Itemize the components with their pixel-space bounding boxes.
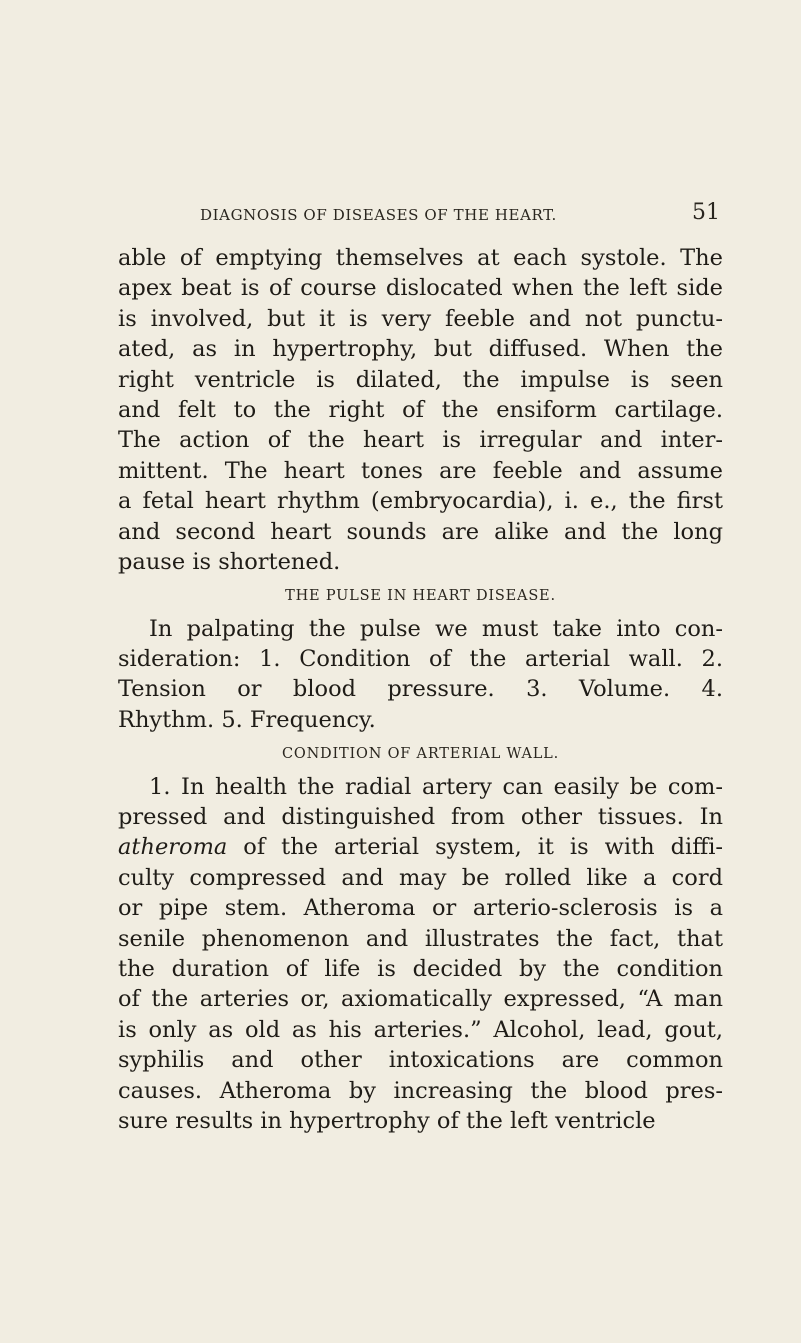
paragraph [118,614,723,736]
paragraph [118,772,723,1137]
text-line: and felt to the right of the ensiform cartilage. [118,396,723,423]
text-line: or pipe stem. Atheroma or arterio-sclerosis is a [118,895,723,922]
text-line: is only as old as his arteries.” Alcohol, lead, gout, [118,1016,723,1043]
text-line: able of emptying themselves at each systole. The [118,245,723,271]
text-line: and second heart sounds are alike and the long [118,518,723,545]
section-heading: CONDITION OF ARTERIAL WALL. [281,746,560,763]
text-line: mittent. The heart tones are feeble and assume [118,457,723,484]
italic-term: atheroma [118,834,228,861]
text-line: senile phenomenon and illustrates the fact, that [118,925,723,952]
text-line [118,832,723,862]
text-line: of the arteries or, axiomatically expressed, “A man [118,986,723,1013]
text-line: apex beat is of course dislocated when the left side [118,275,723,302]
page-number: 51 [692,200,720,225]
text-line: sideration: 1. Condition of the arterial wall. 2. [118,646,723,673]
running-title: DIAGNOSIS OF DISEASES OF THE HEART. [200,206,557,224]
text-line: the duration of life is decided by the condition [118,955,723,982]
text-line: pause is shortened. [118,548,341,575]
text-line: is involved, but it is very feeble and not punctu- [118,305,723,332]
text-line: right ventricle is dilated, the impulse is seen [118,366,723,393]
text-line: pressed and distinguished from other tissues. In [118,804,723,831]
text-line: ated, as in hypertrophy, but diffused. When the [118,336,723,363]
text-line: 1. In health the radial artery can easily be com- [149,773,723,800]
text-line: sure results in hypertrophy of the left ventricle [118,1107,656,1134]
text-line: a fetal heart rhythm (embryocardia), i. e., the first [118,488,723,515]
text-run: of the arterial system, it is with diffi- [227,834,723,861]
running-head [200,200,720,230]
paragraph [118,243,723,577]
text-line: The action of the heart is irregular and inter- [118,427,723,454]
text-line: syphilis and other intoxications are common [118,1047,723,1074]
body-text [118,243,723,1136]
section-heading: THE PULSE IN HEART DISEASE. [285,588,556,605]
text-line: culty compressed and may be rolled like a cord [118,864,723,891]
text-line: Tension or blood pressure. 3. Volume. 4. [118,676,723,703]
text-line: In palpating the pulse we must take into con- [149,615,723,642]
text-line: causes. Atheroma by increasing the blood pres- [118,1077,723,1104]
text-line: Rhythm. 5. Frequency. [118,706,376,733]
